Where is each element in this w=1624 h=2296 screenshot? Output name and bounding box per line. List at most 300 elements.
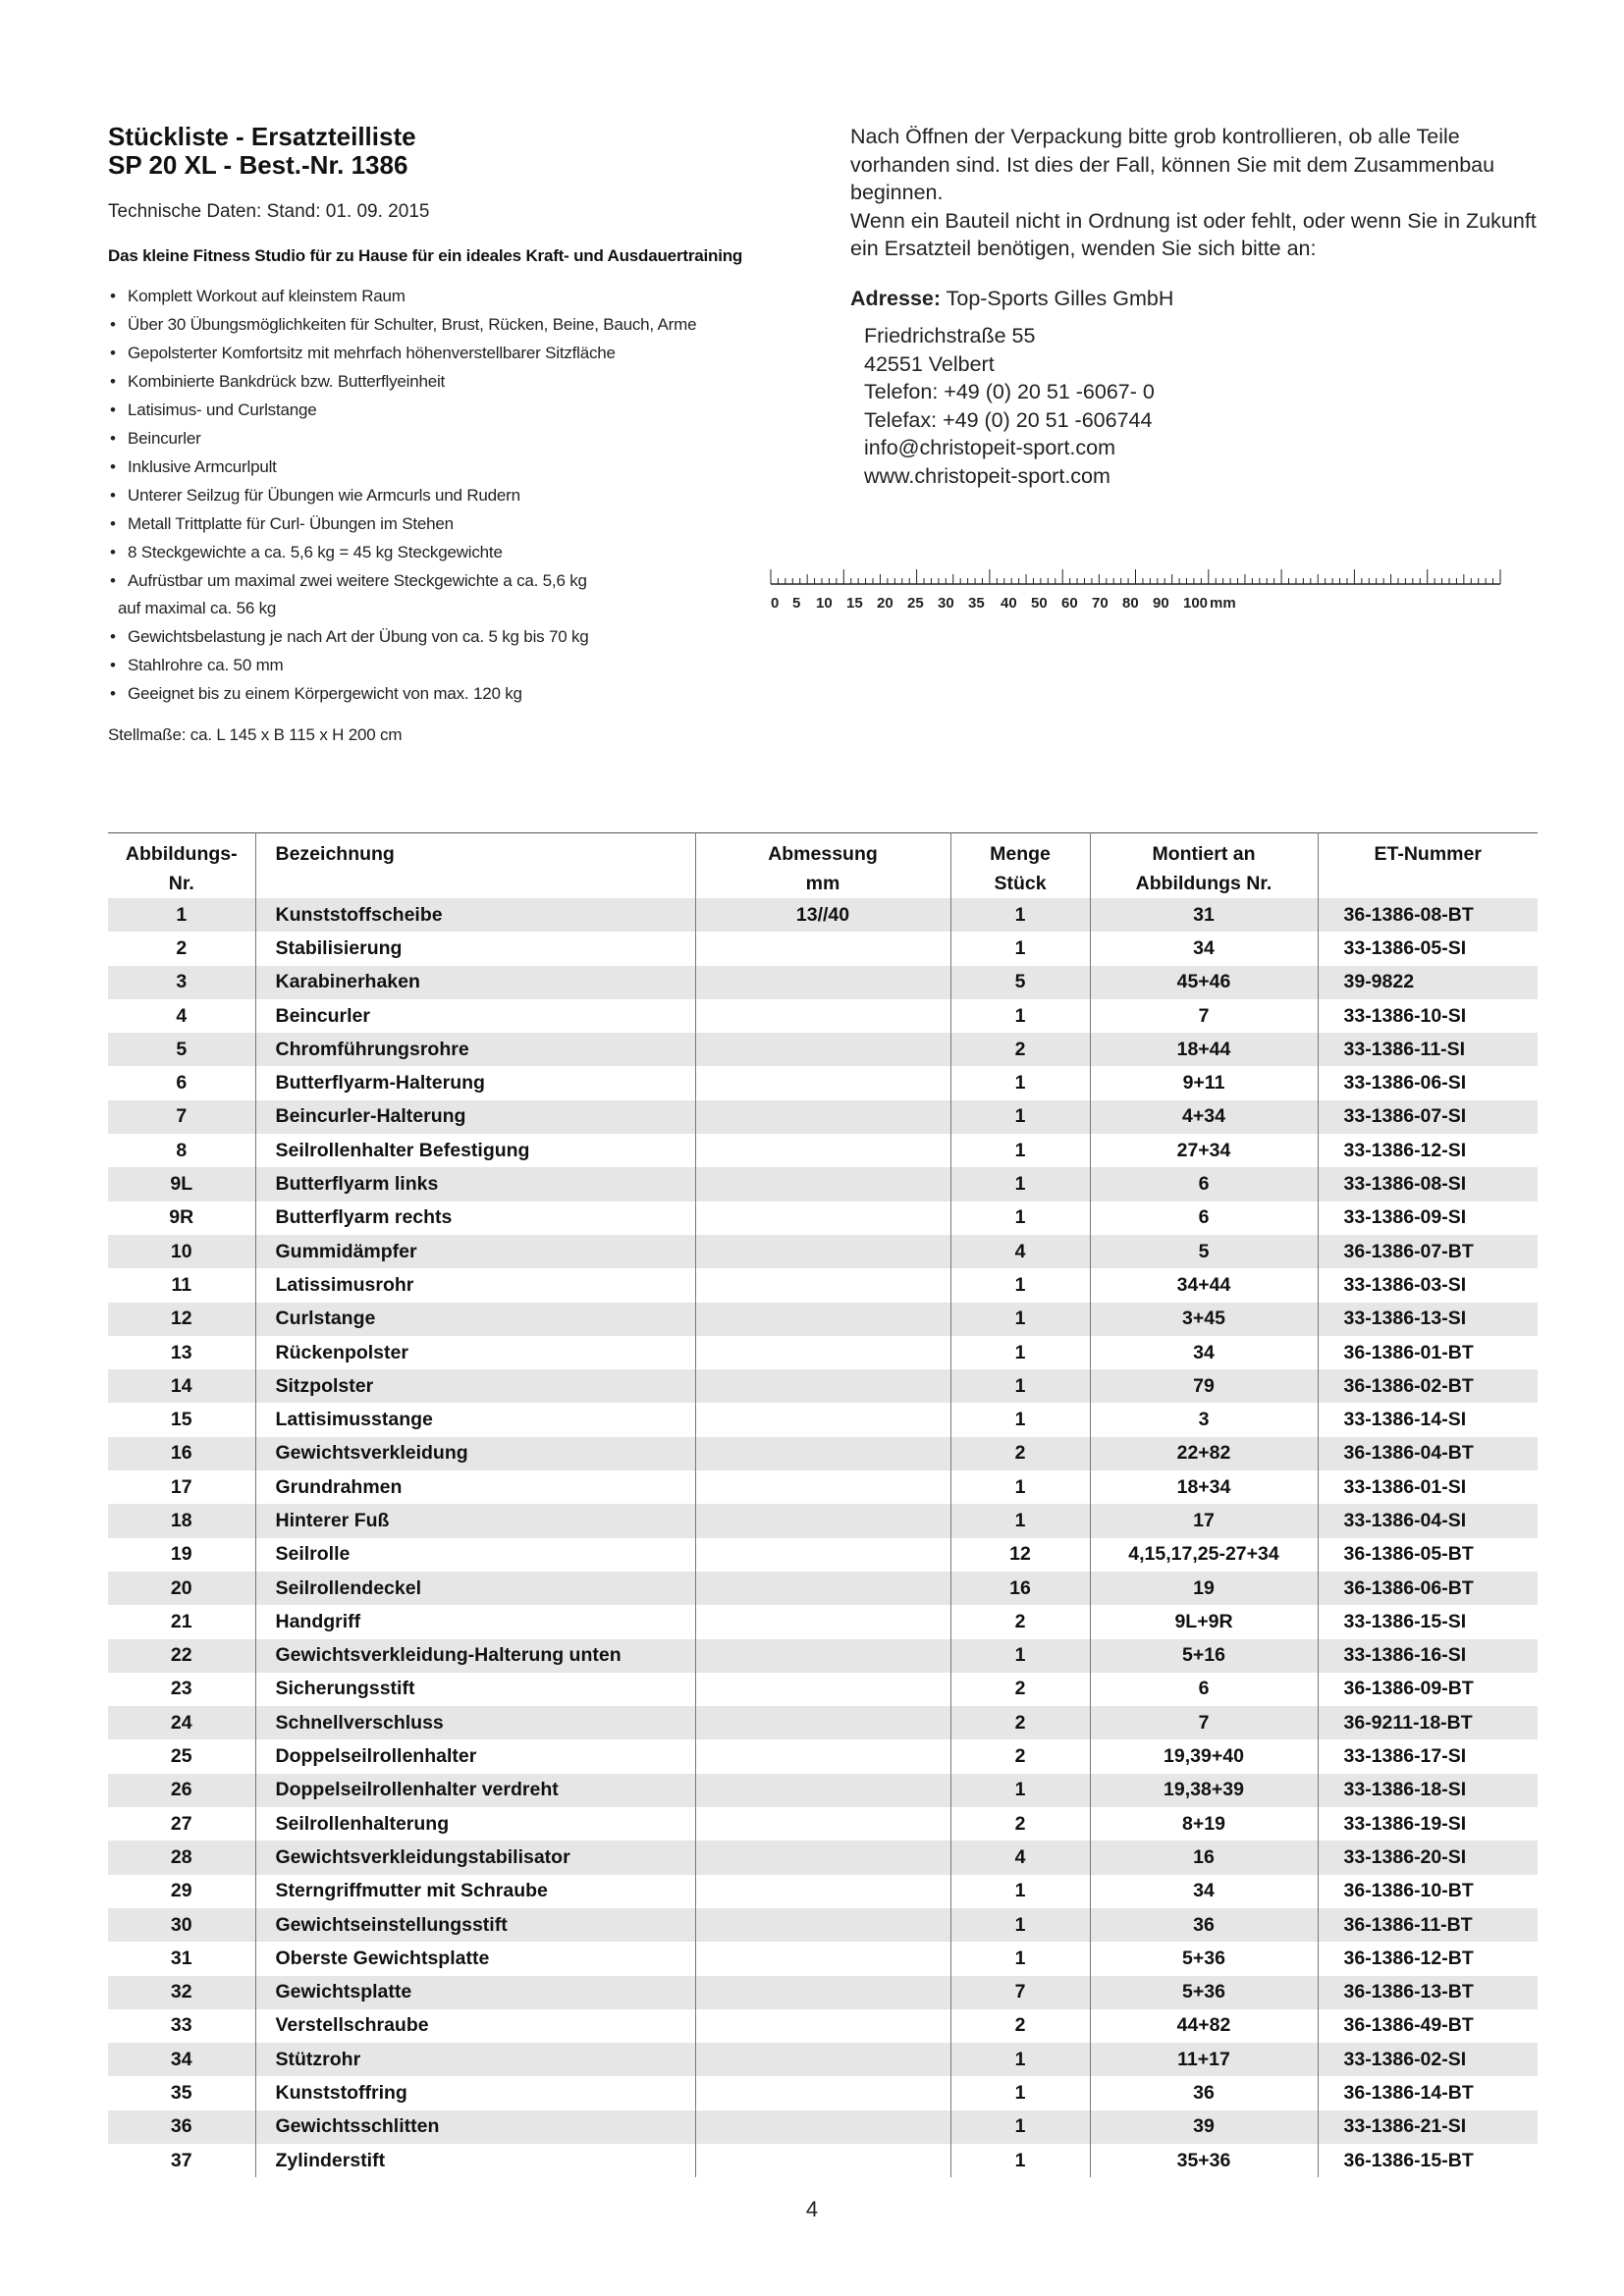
title-line-1: Stückliste - Ersatzteilliste <box>108 122 416 151</box>
cell-et-number: 33-1386-02-SI <box>1318 2043 1538 2076</box>
cell-et-number: 36-1386-06-BT <box>1318 1572 1538 1605</box>
cell-description: Gewichtsverkleidung <box>255 1437 695 1470</box>
cell-mounted-on: 31 <box>1090 898 1318 932</box>
cell-dimension <box>695 1066 950 1099</box>
cell-description: Seilrolle <box>255 1538 695 1572</box>
cell-figure-nr: 23 <box>108 1673 255 1706</box>
cell-dimension <box>695 966 950 999</box>
cell-mounted-on: 18+44 <box>1090 1033 1318 1066</box>
address-email[interactable]: info@christopeit-sport.com <box>864 436 1116 459</box>
cell-description: Gewichtseinstellungsstift <box>255 1908 695 1942</box>
cell-dimension <box>695 1100 950 1134</box>
cell-mounted-on: 34+44 <box>1090 1268 1318 1302</box>
cell-dimension <box>695 1504 950 1537</box>
cell-quantity: 1 <box>950 932 1090 965</box>
cell-figure-nr: 11 <box>108 1268 255 1302</box>
cell-dimension <box>695 1403 950 1436</box>
cell-figure-nr: 25 <box>108 1739 255 1773</box>
cell-quantity: 1 <box>950 1470 1090 1504</box>
cell-dimension <box>695 2009 950 2043</box>
cell-mounted-on: 11+17 <box>1090 2043 1318 2076</box>
cell-figure-nr: 6 <box>108 1066 255 1099</box>
ruler-label: 60 <box>1061 595 1078 612</box>
ruler-ticks <box>771 569 1500 584</box>
address-street: Friedrichstraße 55 <box>864 324 1036 347</box>
cell-et-number: 39-9822 <box>1318 966 1538 999</box>
cell-et-number: 36-1386-12-BT <box>1343 1947 1474 1969</box>
cell-quantity: 1 <box>950 1908 1090 1942</box>
cell-dimension <box>695 2076 950 2109</box>
cell-mounted-on: 4,15,17,25-27+34 <box>1090 1538 1318 1572</box>
table-row <box>108 1403 1538 1436</box>
cell-description: Butterflyarm links <box>255 1167 695 1201</box>
cell-quantity: 2 <box>950 1706 1090 1739</box>
cell-mounted-on: 9+11 <box>1090 1066 1318 1099</box>
parts-table <box>108 832 1538 2177</box>
cell-mounted-on: 9L+9R <box>1090 1605 1318 1638</box>
cell-et-number: 33-1386-01-SI <box>1343 1475 1467 1498</box>
cell-figure-nr: 28 <box>108 1841 255 1874</box>
cell-mounted-on: 17 <box>1090 1504 1318 1537</box>
cell-quantity: 1 <box>950 898 1090 932</box>
cell-et-number: 33-1386-04-SI <box>1318 1504 1538 1537</box>
cell-mounted-on: 3+45 <box>1090 1303 1318 1336</box>
product-info <box>108 123 815 745</box>
ruler-labels <box>771 595 1236 612</box>
cell-figure-nr: 35 <box>108 2076 255 2109</box>
cell-figure-nr: 2 <box>108 932 255 965</box>
cell-mounted-on: 5+36 <box>1090 1942 1318 1975</box>
cell-dimension <box>695 2043 950 2076</box>
cell-mounted-on: 19,39+40 <box>1090 1739 1318 1773</box>
cell-et-number: 36-1386-01-BT <box>1343 1341 1474 1363</box>
table-row <box>108 898 1538 932</box>
cell-et-number: 36-1386-49-BT <box>1343 2014 1474 2037</box>
feature-item: • Über 30 Übungsmöglichkeiten für Schulter, Brust, Rücken, Beine, Bauch, Arme <box>108 310 815 339</box>
cell-description: Oberste Gewichtsplatte <box>255 1942 695 1975</box>
cell-quantity: 2 <box>950 1739 1090 1773</box>
table-row <box>108 1134 1538 1167</box>
address-heading <box>850 285 1538 313</box>
cell-quantity: 1 <box>950 1942 1090 1975</box>
company-name: Top-Sports Gilles GmbH <box>946 286 1174 310</box>
cell-dimension <box>695 2110 950 2144</box>
header-quantity-unit: Stück <box>950 869 1090 898</box>
feature-item: • Komplett Workout auf kleinstem Raum <box>108 282 815 310</box>
table-body <box>108 898 1538 2177</box>
table-row <box>108 1841 1538 1874</box>
cell-quantity: 1 <box>950 1134 1090 1167</box>
cell-quantity: 4 <box>950 1841 1090 1874</box>
header-quantity: Menge <box>950 833 1090 870</box>
ruler-label: 5 <box>792 595 801 612</box>
intro-paragraph-1: Nach Öffnen der Verpackung bitte grob kontrollieren, ob alle Teile vorhanden sind. Ist dies der Fall, können Sie mit dem Zusammenbau beginnen. <box>850 125 1495 204</box>
cell-figure-nr: 14 <box>108 1369 255 1403</box>
table-row <box>108 1167 1538 1201</box>
address-block <box>864 322 1538 490</box>
cell-quantity: 1 <box>950 2110 1090 2144</box>
cell-description: Zylinderstift <box>255 2144 695 2177</box>
cell-et-number: 33-1386-08-SI <box>1318 1167 1538 1201</box>
header-mounted-on: Montiert an <box>1090 833 1318 870</box>
cell-et-number: 36-1386-08-BT <box>1318 898 1538 932</box>
cell-mounted-on: 5+16 <box>1090 1639 1318 1673</box>
table-row <box>108 999 1538 1033</box>
cell-description: Stützrohr <box>255 2043 695 2076</box>
ruler-unit: mm <box>1210 595 1236 612</box>
cell-mounted-on: 36 <box>1090 1908 1318 1942</box>
cell-description: Latissimusrohr <box>255 1268 695 1302</box>
cell-description: Kunststoffscheibe <box>255 898 695 932</box>
cell-et-number: 33-1386-19-SI <box>1343 1812 1467 1835</box>
cell-quantity: 1 <box>950 1268 1090 1302</box>
cell-quantity: 1 <box>950 1303 1090 1336</box>
table-row <box>108 1706 1538 1739</box>
cell-mounted-on: 19 <box>1090 1572 1318 1605</box>
table-row <box>108 1201 1538 1235</box>
header-name-line2 <box>255 869 695 898</box>
cell-figure-nr: 13 <box>108 1336 255 1369</box>
cell-mounted-on: 44+82 <box>1090 2009 1318 2043</box>
cell-mounted-on: 36 <box>1090 2076 1318 2109</box>
table-row <box>108 1807 1538 1841</box>
cell-dimension <box>695 2144 950 2177</box>
cell-figure-nr: 36 <box>108 2110 255 2144</box>
cell-dimension <box>695 1673 950 1706</box>
cell-quantity: 2 <box>950 1033 1090 1066</box>
header-nr-line2: Nr. <box>108 869 255 898</box>
product-tagline: Das kleine Fitness Studio für zu Hause für ein ideales Kraft- und Ausdauertraining <box>108 246 743 265</box>
feature-item: • Gepolsterter Komfortsitz mit mehrfach höhenverstellbarer Sitzfläche <box>108 339 815 367</box>
header-dimension: Abmessung <box>695 833 950 870</box>
cell-figure-nr: 29 <box>108 1875 255 1908</box>
intro-paragraph-2: Wenn ein Bauteil nicht in Ordnung ist oder fehlt, oder wenn Sie in Zukunft ein Ersatzteil benötigen, wenden Sie sich bitte an: <box>850 208 1537 260</box>
cell-figure-nr: 8 <box>108 1134 255 1167</box>
cell-mounted-on: 19,38+39 <box>1090 1774 1318 1807</box>
cell-figure-nr: 4 <box>108 999 255 1033</box>
ruler-label: 30 <box>938 595 954 612</box>
cell-description: Gewichtsschlitten <box>255 2110 695 2144</box>
cell-dimension <box>695 1605 950 1638</box>
cell-et-number: 33-1386-18-SI <box>1318 1774 1538 1807</box>
cell-figure-nr: 32 <box>108 1976 255 2009</box>
cell-mounted-on: 5 <box>1090 1235 1318 1268</box>
ruler-label: 80 <box>1122 595 1139 612</box>
cell-figure-nr: 9R <box>108 1201 255 1235</box>
cell-mounted-on: 34 <box>1090 932 1318 965</box>
cell-et-number: 36-1386-15-BT <box>1343 2149 1474 2171</box>
cell-dimension <box>695 1908 950 1942</box>
cell-mounted-on: 35+36 <box>1090 2144 1318 2177</box>
cell-quantity: 4 <box>950 1235 1090 1268</box>
cell-description: Curlstange <box>255 1303 695 1336</box>
table-row <box>108 1470 1538 1504</box>
table-header <box>108 833 1538 899</box>
feature-item: • Latisimus- und Curlstange <box>108 396 815 424</box>
feature-item: • Inklusive Armcurlpult <box>108 453 815 481</box>
address-city: 42551 Velbert <box>864 351 995 376</box>
cell-quantity: 2 <box>950 1605 1090 1638</box>
cell-figure-nr: 27 <box>108 1807 255 1841</box>
cell-description: Seilrollenhalterung <box>255 1807 695 1841</box>
cell-et-number: 33-1386-13-SI <box>1318 1303 1538 1336</box>
table-row <box>108 1673 1538 1706</box>
cell-quantity: 1 <box>950 1504 1090 1537</box>
cell-mounted-on: 22+82 <box>1090 1437 1318 1470</box>
cell-description: Beincurler <box>255 999 695 1033</box>
cell-et-number: 33-1386-07-SI <box>1318 1100 1538 1134</box>
cell-et-number: 33-1386-21-SI <box>1318 2110 1538 2144</box>
feature-item: • Kombinierte Bankdrück bzw. Butterflyeinheit <box>108 367 815 396</box>
ruler-label: 50 <box>1031 595 1048 612</box>
cell-mounted-on: 16 <box>1090 1841 1318 1874</box>
setup-dimensions: Stellmaße: ca. L 145 x B 115 x H 200 cm <box>108 725 403 744</box>
cell-dimension <box>695 1268 950 1302</box>
cell-figure-nr: 22 <box>108 1639 255 1673</box>
cell-dimension <box>695 1235 950 1268</box>
cell-dimension <box>695 1739 950 1773</box>
cell-dimension <box>695 1369 950 1403</box>
cell-quantity: 1 <box>950 1774 1090 1807</box>
cell-quantity: 1 <box>950 1369 1090 1403</box>
cell-et-number: 36-1386-13-BT <box>1318 1976 1538 2009</box>
header-et-number: ET-Nummer <box>1318 833 1538 870</box>
table-row <box>108 1942 1538 1975</box>
cell-mounted-on: 27+34 <box>1090 1134 1318 1167</box>
measurement-ruler <box>768 567 1514 626</box>
table-row <box>108 1100 1538 1134</box>
cell-quantity: 5 <box>950 966 1090 999</box>
cell-dimension <box>695 1470 950 1504</box>
ruler-label: 10 <box>816 595 833 612</box>
cell-description: Sicherungsstift <box>255 1673 695 1706</box>
address-label: Adresse: <box>850 286 942 310</box>
cell-figure-nr: 12 <box>108 1303 255 1336</box>
cell-et-number: 33-1386-16-SI <box>1318 1639 1538 1673</box>
cell-figure-nr: 18 <box>108 1504 255 1537</box>
cell-et-number: 33-1386-20-SI <box>1318 1841 1538 1874</box>
ruler-label: 100 <box>1183 595 1209 612</box>
cell-et-number: 33-1386-03-SI <box>1343 1273 1467 1296</box>
cell-mounted-on: 3 <box>1090 1403 1318 1436</box>
cell-figure-nr: 19 <box>108 1538 255 1572</box>
cell-description: Handgriff <box>255 1605 695 1638</box>
cell-description: Doppelseilrollenhalter verdreht <box>255 1774 695 1807</box>
table-row <box>108 1336 1538 1369</box>
cell-quantity: 2 <box>950 1673 1090 1706</box>
cell-dimension <box>695 1336 950 1369</box>
table-row <box>108 1875 1538 1908</box>
table-row <box>108 2076 1538 2109</box>
cell-et-number: 36-1386-11-BT <box>1318 1908 1538 1942</box>
cell-quantity: 1 <box>950 1403 1090 1436</box>
cell-quantity: 7 <box>950 1976 1090 2009</box>
cell-et-number: 33-1386-14-SI <box>1343 1409 1467 1431</box>
cell-figure-nr: 3 <box>108 966 255 999</box>
cell-description: Seilrollenhalter Befestigung <box>255 1134 695 1167</box>
cell-figure-nr: 5 <box>108 1033 255 1066</box>
title-line-2: SP 20 XL - Best.-Nr. 1386 <box>108 150 408 180</box>
feature-item: • Gewichtsbelastung je nach Art der Übung von ca. 5 kg bis 70 kg <box>108 622 815 651</box>
cell-quantity: 12 <box>950 1538 1090 1572</box>
table-row <box>108 2144 1538 2177</box>
cell-description: Chromführungsrohre <box>255 1033 695 1066</box>
table-row <box>108 1268 1538 1302</box>
cell-et-number: 36-1386-05-BT <box>1343 1543 1474 1566</box>
table-row <box>108 1639 1538 1673</box>
feature-item: • Metall Trittplatte für Curl- Übungen im Stehen <box>108 509 815 538</box>
cell-description: Verstellschraube <box>255 2009 695 2043</box>
cell-dimension <box>695 1538 950 1572</box>
cell-dimension <box>695 999 950 1033</box>
ruler-label: 70 <box>1092 595 1109 612</box>
table-row <box>108 1033 1538 1066</box>
cell-mounted-on: 6 <box>1090 1201 1318 1235</box>
cell-dimension <box>695 1942 950 1975</box>
cell-description: Grundrahmen <box>255 1470 695 1504</box>
cell-dimension <box>695 1303 950 1336</box>
cell-dimension <box>695 1706 950 1739</box>
cell-figure-nr: 15 <box>108 1403 255 1436</box>
cell-mounted-on: 5+36 <box>1090 1976 1318 2009</box>
cell-mounted-on: 6 <box>1090 1673 1318 1706</box>
cell-et-number: 36-1386-14-BT <box>1343 2082 1474 2105</box>
feature-item-continuation: auf maximal ca. 56 kg <box>118 599 277 617</box>
cell-quantity: 1 <box>950 1875 1090 1908</box>
cell-quantity: 1 <box>950 2076 1090 2109</box>
cell-description: Gummidämpfer <box>255 1235 695 1268</box>
cell-description: Kunststoffring <box>255 2076 695 2109</box>
header-name: Bezeichnung <box>255 833 695 870</box>
cell-dimension <box>695 1774 950 1807</box>
cell-dimension <box>695 1201 950 1235</box>
table-row <box>108 1303 1538 1336</box>
table-row <box>108 1572 1538 1605</box>
cell-figure-nr: 33 <box>108 2009 255 2043</box>
cell-dimension <box>695 1875 950 1908</box>
cell-dimension <box>695 1976 950 2009</box>
cell-quantity: 16 <box>950 1572 1090 1605</box>
table-row <box>108 1774 1538 1807</box>
cell-description: Karabinerhaken <box>255 966 695 999</box>
cell-et-number: 36-1386-10-BT <box>1343 1880 1474 1902</box>
cell-et-number: 36-1386-07-BT <box>1318 1235 1538 1268</box>
cell-dimension <box>695 932 950 965</box>
cell-dimension <box>695 1841 950 1874</box>
address-phone: Telefon: +49 (0) 20 51 -6067- 0 <box>864 380 1155 403</box>
cell-quantity: 2 <box>950 2009 1090 2043</box>
table-row <box>108 1437 1538 1470</box>
cell-dimension <box>695 1167 950 1201</box>
header-dimension-unit: mm <box>695 869 950 898</box>
cell-mounted-on: 34 <box>1090 1875 1318 1908</box>
cell-figure-nr: 20 <box>108 1572 255 1605</box>
cell-figure-nr: 21 <box>108 1605 255 1638</box>
cell-et-number: 33-1386-11-SI <box>1318 1033 1538 1066</box>
cell-dimension <box>695 1437 950 1470</box>
cell-et-number: 33-1386-15-SI <box>1343 1610 1467 1632</box>
cell-figure-nr: 1 <box>108 898 255 932</box>
address-website[interactable]: www.christopeit-sport.com <box>864 463 1110 488</box>
cell-figure-nr: 31 <box>108 1942 255 1975</box>
feature-item: • Aufrüstbar um maximal zwei weitere Steckgewichte a ca. 5,6 kg <box>108 566 815 595</box>
table-row <box>108 932 1538 965</box>
feature-item: • Stahlrohre ca. 50 mm <box>108 651 815 679</box>
cell-mounted-on: 7 <box>1090 999 1318 1033</box>
cell-description: Stabilisierung <box>255 932 695 965</box>
cell-description: Doppelseilrollenhalter <box>255 1739 695 1773</box>
cell-dimension <box>695 1572 950 1605</box>
cell-quantity: 1 <box>950 1066 1090 1099</box>
cell-dimension <box>695 1639 950 1673</box>
table-row <box>108 1605 1538 1638</box>
cell-quantity: 1 <box>950 1100 1090 1134</box>
feature-item: • Beincurler <box>108 424 815 453</box>
cell-description: Sitzpolster <box>255 1369 695 1403</box>
feature-item: • 8 Steckgewichte a ca. 5,6 kg = 45 kg Steckgewichte <box>108 538 815 566</box>
page-number: 4 <box>805 2197 819 2221</box>
cell-description: Gewichtsverkleidung-Halterung unten <box>255 1639 695 1673</box>
contact-info <box>850 123 1538 490</box>
cell-description: Lattisimusstange <box>255 1403 695 1436</box>
cell-dimension <box>695 1134 950 1167</box>
cell-et-number: 33-1386-05-SI <box>1343 936 1467 959</box>
cell-dimension <box>695 1807 950 1841</box>
cell-figure-nr: 7 <box>108 1100 255 1134</box>
cell-figure-nr: 34 <box>108 2043 255 2076</box>
cell-description: Hinterer Fuß <box>255 1504 695 1537</box>
cell-et-number: 33-1386-10-SI <box>1343 1004 1467 1027</box>
cell-quantity: 2 <box>950 1437 1090 1470</box>
cell-mounted-on: 79 <box>1090 1369 1318 1403</box>
cell-description: Sterngriffmutter mit Schraube <box>255 1875 695 1908</box>
cell-figure-nr: 30 <box>108 1908 255 1942</box>
cell-figure-nr: 16 <box>108 1437 255 1470</box>
cell-mounted-on: 6 <box>1090 1167 1318 1201</box>
cell-figure-nr: 37 <box>108 2144 255 2177</box>
cell-description: Gewichtsplatte <box>255 1976 695 2009</box>
cell-mounted-on: 4+34 <box>1090 1100 1318 1134</box>
table-row <box>108 2009 1538 2043</box>
header-et-number-line2 <box>1318 869 1538 898</box>
feature-item: • Geeignet bis zu einem Körpergewicht von max. 120 kg <box>108 679 815 708</box>
table-row <box>108 1369 1538 1403</box>
cell-description: Schnellverschluss <box>255 1706 695 1739</box>
cell-mounted-on: 18+34 <box>1090 1470 1318 1504</box>
cell-et-number: 36-1386-09-BT <box>1343 1678 1474 1700</box>
table-row <box>108 1066 1538 1099</box>
table-row <box>108 1976 1538 2009</box>
table-row <box>108 2110 1538 2144</box>
cell-mounted-on: 34 <box>1090 1336 1318 1369</box>
address-fax: Telefax: +49 (0) 20 51 -606744 <box>864 407 1153 432</box>
cell-description: Beincurler-Halterung <box>255 1100 695 1134</box>
cell-quantity: 2 <box>950 1807 1090 1841</box>
cell-description: Butterflyarm-Halterung <box>255 1066 695 1099</box>
cell-figure-nr: 10 <box>108 1235 255 1268</box>
cell-et-number: 33-1386-06-SI <box>1343 1072 1467 1095</box>
feature-list <box>108 282 815 708</box>
ruler-label: 40 <box>1001 595 1017 612</box>
ruler-label: 35 <box>968 595 985 612</box>
cell-mounted-on: 8+19 <box>1090 1807 1318 1841</box>
cell-mounted-on: 45+46 <box>1090 966 1318 999</box>
header-nr: Abbildungs- <box>108 833 255 870</box>
cell-description: Gewichtsverkleidungstabilisator <box>255 1841 695 1874</box>
table-row <box>108 1908 1538 1942</box>
cell-et-number: 33-1386-12-SI <box>1343 1139 1467 1161</box>
table-row <box>108 1504 1538 1537</box>
